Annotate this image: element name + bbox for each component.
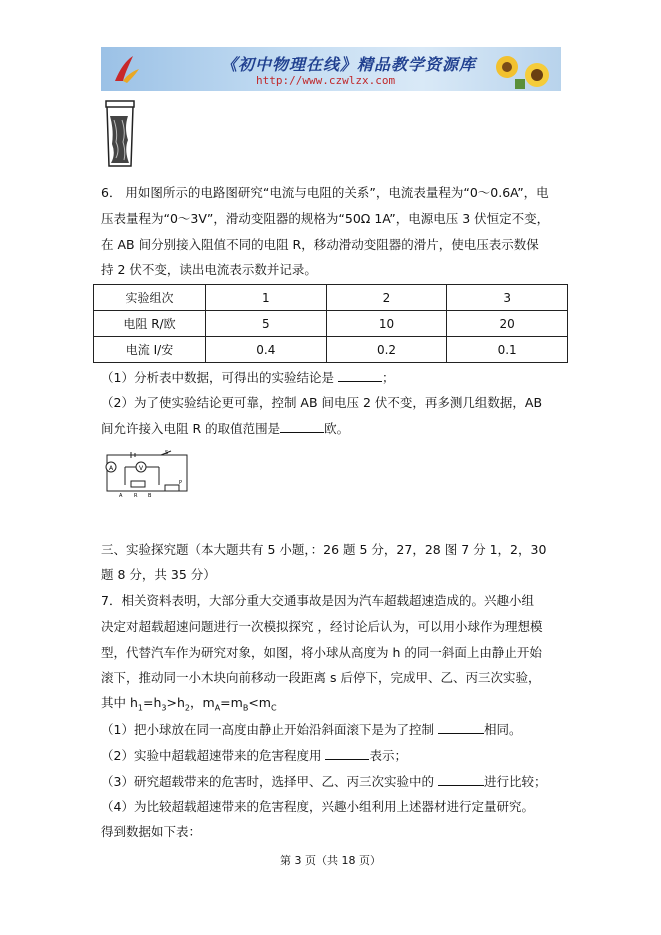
svg-text:A: A [119,493,123,499]
svg-text:P: P [179,480,183,486]
q7-sub5: 得到数据如下表： [101,824,202,839]
q7-sub4: （4）为比较超载超速带来的危害程度，兴趣小组利用上述器材进行定量研究。 [101,799,534,814]
q7-line1: 7．相关资料表明，大部分重大交通事故是因为汽车超载超速造成的。兴趣小组 [101,593,534,608]
q7-line2: 决定对超载超速问题进行一次模拟探究 ，经讨论后认为，可以用小球作为理想模 [101,619,543,634]
q7-sub2-end: 表示； [369,748,407,763]
table-cell: 电流 I/安 [94,337,206,363]
sunflower-icon [485,49,555,89]
q6-line4: 持 2 伏不变，读出电流表示数并记录。 [101,262,317,277]
table-cell: 3 [447,285,568,311]
q7-sub1 [101,719,521,740]
table-cell: 实验组次 [94,285,206,311]
table-cell: 0.4 [206,337,327,363]
table-cell: 1 [206,285,327,311]
table-cell: 0.2 [326,337,447,363]
answer-blank[interactable] [338,367,382,382]
svg-text:B: B [148,493,152,499]
q6-sub1-end: ； [381,370,395,385]
banner-title: 《初中物理在线》精品教学资源库 [221,55,477,74]
answer-blank[interactable] [438,719,484,734]
svg-text:S: S [165,450,169,456]
q7-sub3-end: 进行比较； [483,774,547,789]
table-row [94,337,568,363]
table-cell: 20 [447,311,568,337]
q6-sub2-text: 间允许接入电阻 R 的取值范围是 [101,421,281,436]
q7-sub3-text: （3）研究超载带来的危害时，选择甲、乙、丙三次实验中的 [101,774,438,789]
q6-sub2-line2 [101,418,349,439]
svg-text:R: R [134,493,138,499]
q6-sub1 [101,367,394,388]
q7-line4: 滚下，推动同一小木块向前移动一段距离 s 后停下，完成甲、乙、丙三次实验， [101,670,541,685]
section3-line2: 题 8 分，共 35 分） [101,567,216,582]
answer-blank[interactable] [325,745,369,760]
q6-line2: 压表量程为“0～3V”，滑动变阻器的规格为“50Ω 1A”，电源电压 3 伏恒定不变， [101,211,550,226]
q7-sub1-text: （1）把小球放在同一高度由静止开始沿斜面滚下是为了控制 [101,722,438,737]
header-banner [101,47,561,91]
q6-data-table [93,284,568,363]
table-cell: 电阻 R/欧 [94,311,206,337]
banner-url[interactable]: http://www.czwlzx.com [256,74,396,87]
q6-line1: 6． 用如图所示的电路图研究“电流与电阻的关系”，电流表量程为“0～0.6A”，电 [101,185,549,200]
circuit-diagram [101,449,193,499]
q6-sub2-end: 欧。 [324,421,350,436]
table-row [94,285,568,311]
site-logo-icon [111,53,141,85]
table-cell: 10 [326,311,447,337]
beaker-image [104,100,136,170]
q7-line5: 其中 $h_1=h_3>h_2$，$m_A=m_B<m_C$ [101,695,277,713]
q7-line5-prefix: 其中 h [101,695,138,710]
q7-sub3 [101,771,546,792]
q7-sub2 [101,745,407,766]
q6-line3: 在 AB 间分别接入阻值不同的电阻 R，移动滑动变阻器的滑片，使电压表示数保 [101,237,539,252]
q7-sub2-text: （2）实验中超载超速带来的危害程度用 [101,748,326,763]
answer-blank[interactable] [280,418,324,433]
svg-text:A: A [109,465,114,472]
table-row [94,311,568,337]
answer-blank[interactable] [438,771,484,786]
section3-line1: 三、实验探究题（本大题共有 5 小题，：26 题 5 分，27，28 图 7 分 1，2，30 [101,542,547,557]
q7-line3: 型，代替汽车作为研究对象，如图，将小球从高度为 h 的同一斜面上由静止开始 [101,645,542,660]
page-footer: 第 3 页（共 18 页） [280,854,381,867]
q7-sub1-end: 相同。 [483,722,522,737]
table-cell: 2 [326,285,447,311]
table-cell: 0.1 [447,337,568,363]
table-cell: 5 [206,311,327,337]
q6-sub1-text: （1）分析表中数据，可得出的实验结论是 [101,370,338,385]
q6-sub2-line1: （2）为了使实验结论更可靠，控制 AB 间电压 2 伏不变，再多测几组数据，AB [101,395,543,410]
svg-text:V: V [139,465,144,472]
